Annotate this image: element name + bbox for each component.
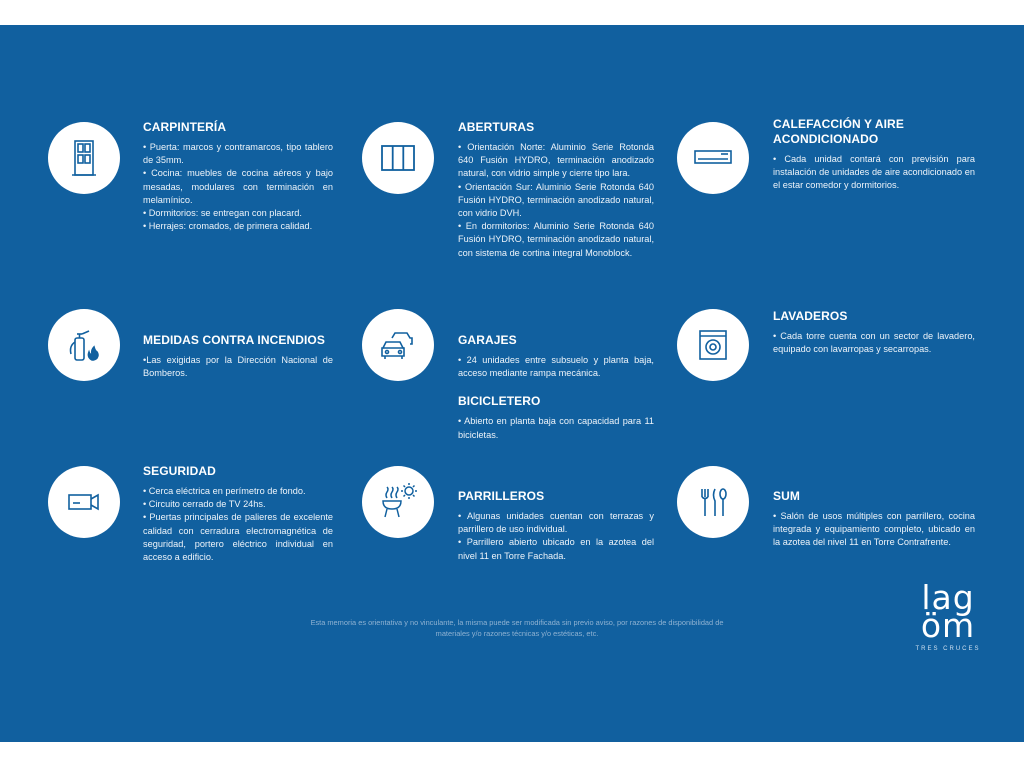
calefaccion-bullet: • Cada unidad contará con previsión para instalación de unidades de aire acondicionado en el estar comedor y dormitorios.	[773, 154, 975, 191]
incendios-bullet: •Las exigidas por la Dirección Nacional de Bomberos.	[143, 355, 333, 379]
calefaccion-title: CALEFACCIÓN Y AIRE ACONDICIONADO	[773, 117, 904, 146]
seguridad-bullet: • Cerca eléctrica en perímetro de fondo.	[143, 486, 306, 496]
aberturas-bullet: • En dormitorios: Aluminio Serie Rotonda 640 Fusión HYDRO, terminación anodizado natural, con sistema de cortina integral Monoblock.	[458, 221, 654, 258]
camera-icon	[61, 479, 107, 525]
section-incendios	[143, 333, 333, 380]
section-aberturas	[458, 120, 654, 260]
bicicletero-bullet: • Abierto en planta baja con capacidad para 11 bicicletas.	[458, 416, 654, 440]
fire-extinguisher-icon-circle	[48, 309, 120, 381]
washing-machine-icon-circle	[677, 309, 749, 381]
cutlery-icon	[690, 479, 736, 525]
seguridad-bullet: • Puertas principales de palieres de excelente calidad con cerradura electromagnética de seguridad, portero eléctrico individual en acceso a edificio.	[143, 512, 333, 563]
section-parrilleros	[458, 489, 654, 563]
camera-icon-circle	[48, 466, 120, 538]
parrilleros-bullet: • Parrillero abierto ubicado en la azotea del nivel 11 en Torre Fachada.	[458, 537, 654, 561]
cars-icon-circle	[362, 309, 434, 381]
carpinteria-bullet: • Dormitorios: se entregan con placard.	[143, 208, 302, 219]
seguridad-title: SEGURIDAD	[143, 464, 216, 478]
door-icon	[61, 135, 107, 181]
disclaimer-text: Esta memoria es orientativa y no vinculante, la misma puede ser modificada sin previo aviso, por razones de disponibilidad de materiales y/o razones técnicas y/o estéticas, etc.	[310, 618, 724, 638]
carpinteria-bullet: • Cocina: muebles de cocina aéreos y bajo mesadas, modulares con terminación en melamínico.	[143, 168, 333, 205]
washing-machine-icon	[690, 322, 736, 368]
brand-logo	[912, 578, 984, 652]
aberturas-bullet: • Orientación Sur: Aluminio Serie Rotonda 640 Fusión HYDRO, terminación anodizado natural, con vidrio DVH.	[458, 181, 654, 219]
window-icon	[375, 135, 421, 181]
door-icon-circle	[48, 122, 120, 194]
logo-subtitle: TRES CRUCES	[915, 646, 981, 652]
lavaderos-title: LAVADEROS	[773, 309, 848, 323]
aberturas-title: ABERTURAS	[458, 120, 535, 134]
cars-icon	[375, 322, 421, 368]
air-conditioner-icon-circle	[677, 122, 749, 194]
fire-extinguisher-icon	[61, 322, 107, 368]
parrilleros-bullet: • Algunas unidades cuentan con terrazas y parrillero de uso individual.	[458, 511, 654, 535]
bicicletero-title: BICICLETERO	[458, 394, 541, 409]
air-conditioner-icon	[690, 135, 736, 181]
section-calefaccion	[773, 117, 975, 193]
grill-icon-circle	[362, 466, 434, 538]
grill-icon	[375, 479, 421, 525]
lavaderos-bullet: • Cada torre cuenta con un sector de lavadero, equipado con lavarropas y secarropas.	[773, 331, 975, 355]
cutlery-icon-circle	[677, 466, 749, 538]
carpinteria-bullet: • Puerta: marcos y contramarcos, tipo tablero de 35mm.	[143, 142, 333, 166]
carpinteria-title: CARPINTERÍA	[143, 120, 227, 134]
section-seguridad	[143, 464, 333, 564]
logo-line-2: öm	[920, 606, 976, 645]
section-sum	[773, 489, 975, 550]
seguridad-bullet: • Circuito cerrado de TV 24hs.	[143, 499, 266, 510]
sum-title: SUM	[773, 489, 800, 503]
incendios-title: MEDIDAS CONTRA INCENDIOS	[143, 333, 325, 347]
section-carpinteria	[143, 120, 333, 233]
garajes-bullet: • 24 unidades entre subsuelo y planta baja, acceso mediante rampa mecánica.	[458, 355, 654, 379]
garajes-title: GARAJES	[458, 333, 517, 347]
section-garajes	[458, 333, 654, 442]
aberturas-bullet: • Orientación Norte: Aluminio Serie Rotonda 640 Fusión HYDRO, terminación anodizado natural, con vidrio simple y cierre tipo lara.	[458, 142, 654, 179]
section-lavaderos	[773, 309, 975, 356]
carpinteria-bullet: • Herrajes: cromados, de primera calidad.	[143, 221, 313, 232]
window-icon-circle	[362, 122, 434, 194]
parrilleros-title: PARRILLEROS	[458, 489, 545, 503]
logo-line-1: lag	[921, 578, 975, 617]
sum-bullet: • Salón de usos múltiples con parrillero, cocina integrada y equipamiento completo, ubicado en la azotea del nivel 11 en Torre Contrafrente.	[773, 511, 975, 548]
